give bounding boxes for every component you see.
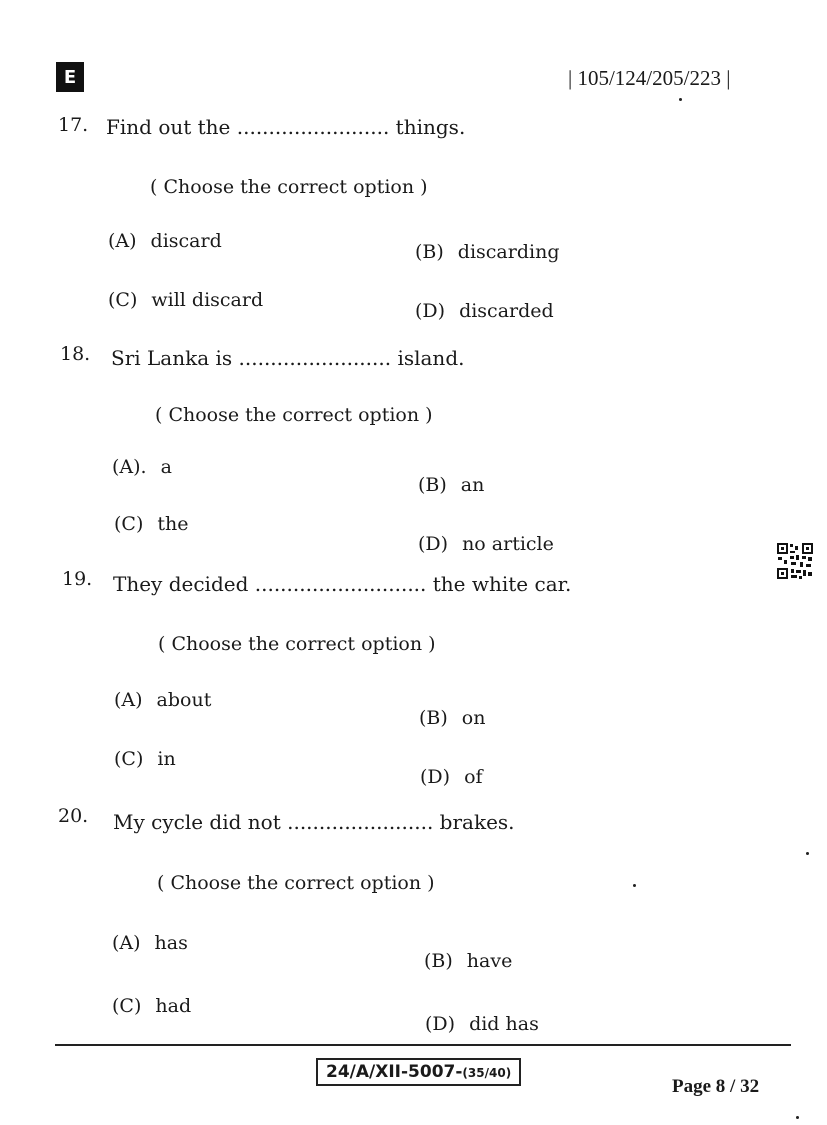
question-text: Sri Lanka is ........................ island. [111,346,465,370]
option-label: (D) [425,1013,456,1035]
question-instruction: ( Choose the correct option ) [157,872,435,894]
option-text: discarded [459,300,554,322]
option-label: (C) [108,289,138,311]
page-number: Page 8 / 32 [672,1076,760,1097]
option-a [112,456,172,478]
option-label: (D) [418,533,449,555]
booklet-code-suffix: (35/40) [462,1066,512,1080]
option-label: (B) [418,474,447,496]
option-d [415,300,554,322]
option-text: on [461,707,486,729]
question-text: Find out the ........................ things. [106,115,466,139]
question-number: 18. [60,343,91,365]
option-label: (A) [112,932,141,954]
option-d [418,533,554,555]
option-text: did has [469,1013,539,1035]
question-instruction: ( Choose the correct option ) [158,633,436,655]
option-label: (B) [415,241,444,263]
option-text: in [157,748,176,770]
option-text: discarding [457,241,560,263]
question-number: 17. [58,114,89,136]
option-label: (A) [108,230,137,252]
option-label: (B) [424,950,453,972]
qr-code-icon [776,542,814,580]
option-text: have [466,950,513,972]
option-d [425,1013,539,1035]
option-text: had [155,995,192,1017]
option-label: (A). [112,456,147,478]
question-text: They decided ........................... the white car. [113,572,572,596]
footer-rule [55,1044,791,1046]
option-b [415,241,559,263]
option-b [419,707,485,729]
question-number: 20. [58,805,89,827]
option-label: (D) [415,300,446,322]
option-text: about [156,689,212,711]
option-text: no article [462,533,554,555]
question-instruction: ( Choose the correct option ) [155,404,433,426]
option-text: has [154,932,188,954]
option-label: (D) [420,766,451,788]
question-text: My cycle did not ....................... brakes. [113,810,515,834]
option-label: (A) [114,689,143,711]
option-text: will discard [151,289,264,311]
booklet-code [316,1058,521,1086]
option-text: discard [150,230,222,252]
paper-code: | 105/124/205/223 | [568,66,731,90]
option-text: the [157,513,189,535]
option-a [114,689,211,711]
option-a [108,230,222,252]
question-instruction: ( Choose the correct option ) [150,176,428,198]
option-c [108,289,263,311]
booklet-code-text: 24/A/XII-5007- [326,1062,463,1082]
series-badge: E [56,62,84,92]
option-label: (C) [114,748,144,770]
option-d [420,766,483,788]
option-c [114,513,189,535]
option-label: (B) [419,707,448,729]
option-label: (C) [114,513,144,535]
option-a [112,932,188,954]
option-b [424,950,512,972]
question-number: 19. [62,568,93,590]
option-b [418,474,484,496]
option-text: an [460,474,485,496]
option-c [112,995,191,1017]
option-text: of [464,766,483,788]
option-label: (C) [112,995,142,1017]
option-c [114,748,176,770]
option-text: a [160,456,172,478]
